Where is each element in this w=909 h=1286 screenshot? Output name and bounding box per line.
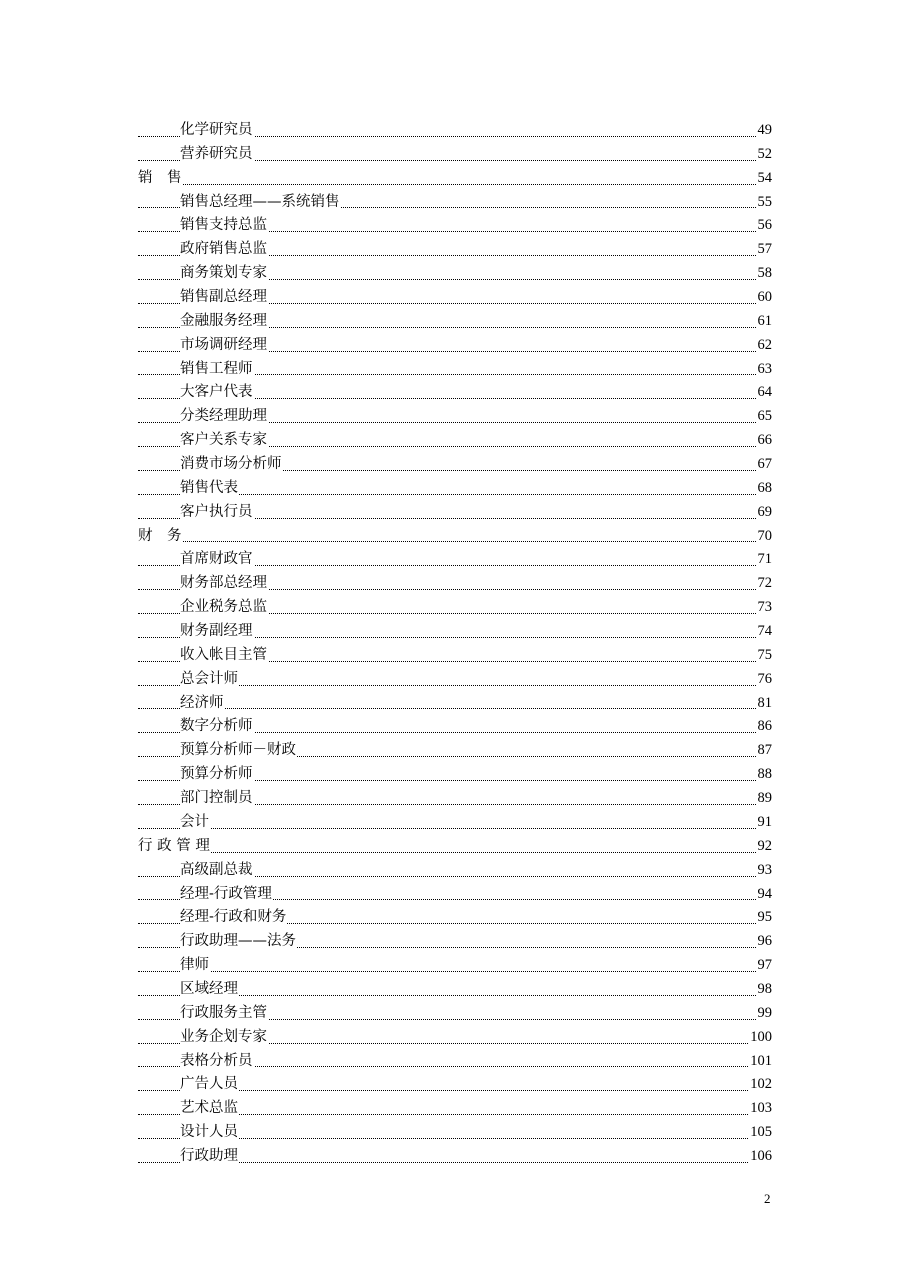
toc-entry xyxy=(0,692,909,716)
toc-entry-page: 55 xyxy=(757,191,773,215)
table-of-contents xyxy=(0,119,909,1169)
toc-entry-page: 70 xyxy=(757,525,773,549)
toc-section-heading xyxy=(0,835,909,859)
toc-entry-page: 86 xyxy=(757,715,773,739)
toc-entry-page: 73 xyxy=(757,596,773,620)
toc-entry xyxy=(0,334,909,358)
toc-entry-label: 政府销售总监 xyxy=(180,238,268,262)
toc-entry-page: 65 xyxy=(757,405,773,429)
toc-entry-label: 行 政 管 理 xyxy=(138,835,211,859)
toc-dot-leader xyxy=(138,835,772,859)
toc-entry-page: 75 xyxy=(757,644,773,668)
toc-entry-page: 57 xyxy=(757,238,773,262)
toc-entry-label: 销售支持总监 xyxy=(180,214,268,238)
toc-entry-label: 业务企划专家 xyxy=(180,1026,268,1050)
toc-entry-page: 88 xyxy=(757,763,773,787)
toc-entry-page: 74 xyxy=(757,620,773,644)
toc-entry-page: 100 xyxy=(749,1026,772,1050)
toc-entry-page: 95 xyxy=(757,906,773,930)
toc-entry-page: 71 xyxy=(757,548,773,572)
toc-entry xyxy=(0,358,909,382)
toc-entry xyxy=(0,405,909,429)
toc-entry xyxy=(0,859,909,883)
toc-entry-page: 81 xyxy=(757,692,773,716)
toc-entry xyxy=(0,310,909,334)
toc-entry xyxy=(0,620,909,644)
toc-entry xyxy=(0,477,909,501)
toc-entry xyxy=(0,596,909,620)
toc-entry-label: 化学研究员 xyxy=(180,119,254,143)
toc-entry xyxy=(0,429,909,453)
toc-entry-page: 96 xyxy=(757,930,773,954)
toc-entry xyxy=(0,715,909,739)
toc-entry xyxy=(0,1050,909,1074)
toc-dot-leader xyxy=(138,692,772,716)
toc-entry xyxy=(0,286,909,310)
toc-entry-label: 预算分析师 xyxy=(180,763,254,787)
toc-entry-label: 消费市场分析师 xyxy=(180,453,283,477)
toc-entry-page: 99 xyxy=(757,1002,773,1026)
toc-entry-label: 行政助理——法务 xyxy=(180,930,297,954)
toc-entry-label: 会计 xyxy=(180,811,210,835)
toc-dot-leader xyxy=(138,954,772,978)
toc-entry-page: 60 xyxy=(757,286,773,310)
toc-entry-page: 63 xyxy=(757,358,773,382)
toc-entry-page: 61 xyxy=(757,310,773,334)
toc-entry-page: 49 xyxy=(757,119,773,143)
toc-entry-label: 高级副总裁 xyxy=(180,859,254,883)
toc-entry-page: 69 xyxy=(757,501,773,525)
toc-entry-label: 部门控制员 xyxy=(180,787,254,811)
toc-entry-page: 106 xyxy=(749,1145,772,1169)
toc-entry-page: 52 xyxy=(757,143,773,167)
toc-entry xyxy=(0,883,909,907)
toc-entry-page: 97 xyxy=(757,954,773,978)
toc-section-heading xyxy=(0,525,909,549)
toc-entry-label: 财务副经理 xyxy=(180,620,254,644)
toc-entry-label: 财务部总经理 xyxy=(180,572,268,596)
toc-entry-label: 销售总经理——系统销售 xyxy=(180,191,341,215)
toc-entry-label: 经理-行政和财务 xyxy=(180,906,287,930)
toc-entry-label: 营养研究员 xyxy=(180,143,254,167)
toc-entry-page: 101 xyxy=(749,1050,772,1074)
toc-entry-label: 首席财政官 xyxy=(180,548,254,572)
toc-section-heading xyxy=(0,167,909,191)
toc-dot-leader xyxy=(138,167,772,191)
toc-entry xyxy=(0,978,909,1002)
toc-entry-label: 数字分析师 xyxy=(180,715,254,739)
toc-entry-label: 销售副总经理 xyxy=(180,286,268,310)
toc-entry-label: 销 售 xyxy=(138,167,183,191)
toc-entry-page: 93 xyxy=(757,859,773,883)
toc-entry-label: 总会计师 xyxy=(180,668,239,692)
toc-entry-page: 56 xyxy=(757,214,773,238)
toc-entry xyxy=(0,668,909,692)
toc-entry-page: 91 xyxy=(757,811,773,835)
toc-entry xyxy=(0,930,909,954)
toc-entry xyxy=(0,811,909,835)
toc-entry-page: 89 xyxy=(757,787,773,811)
toc-entry xyxy=(0,954,909,978)
toc-entry xyxy=(0,1145,909,1169)
toc-entry-label: 分类经理助理 xyxy=(180,405,268,429)
toc-dot-leader xyxy=(138,811,772,835)
toc-entry-label: 设计人员 xyxy=(180,1121,239,1145)
toc-entry xyxy=(0,1026,909,1050)
toc-entry xyxy=(0,381,909,405)
toc-entry-label: 市场调研经理 xyxy=(180,334,268,358)
toc-entry-label: 大客户代表 xyxy=(180,381,254,405)
toc-entry-label: 销售代表 xyxy=(180,477,239,501)
toc-entry-label: 区域经理 xyxy=(180,978,239,1002)
toc-entry-page: 102 xyxy=(749,1073,772,1097)
toc-entry-page: 58 xyxy=(757,262,773,286)
toc-entry-label: 收入帐目主管 xyxy=(180,644,268,668)
toc-entry-label: 经理-行政管理 xyxy=(180,883,273,907)
toc-entry xyxy=(0,453,909,477)
toc-entry-label: 金融服务经理 xyxy=(180,310,268,334)
page-number: 2 xyxy=(764,1191,771,1206)
toc-entry-label: 预算分析师－财政 xyxy=(180,739,297,763)
toc-entry-label: 律师 xyxy=(180,954,210,978)
toc-entry xyxy=(0,1002,909,1026)
toc-entry xyxy=(0,548,909,572)
toc-entry-label: 广告人员 xyxy=(180,1073,239,1097)
toc-entry-page: 92 xyxy=(757,835,773,859)
toc-entry-label: 艺术总监 xyxy=(180,1097,239,1121)
toc-entry-page: 68 xyxy=(757,477,773,501)
toc-entry-page: 64 xyxy=(757,381,773,405)
toc-entry xyxy=(0,1121,909,1145)
toc-entry-label: 企业税务总监 xyxy=(180,596,268,620)
toc-entry-page: 66 xyxy=(757,429,773,453)
toc-entry-label: 客户关系专家 xyxy=(180,429,268,453)
toc-entry-label: 客户执行员 xyxy=(180,501,254,525)
toc-entry-label: 行政助理 xyxy=(180,1145,239,1169)
toc-entry-label: 商务策划专家 xyxy=(180,262,268,286)
toc-entry-page: 103 xyxy=(749,1097,772,1121)
toc-entry-page: 62 xyxy=(757,334,773,358)
toc-entry xyxy=(0,763,909,787)
toc-entry xyxy=(0,501,909,525)
toc-entry xyxy=(0,906,909,930)
toc-entry xyxy=(0,191,909,215)
toc-entry-label: 财 务 xyxy=(138,525,183,549)
toc-entry-label: 行政服务主管 xyxy=(180,1002,268,1026)
toc-entry-page: 76 xyxy=(757,668,773,692)
toc-entry-label: 经济师 xyxy=(180,692,225,716)
toc-entry-label: 销售工程师 xyxy=(180,358,254,382)
toc-entry-page: 105 xyxy=(749,1121,772,1145)
toc-entry-label: 表格分析员 xyxy=(180,1050,254,1074)
toc-entry xyxy=(0,238,909,262)
toc-entry xyxy=(0,1073,909,1097)
toc-entry xyxy=(0,143,909,167)
toc-entry xyxy=(0,119,909,143)
toc-entry xyxy=(0,214,909,238)
toc-entry xyxy=(0,787,909,811)
toc-dot-leader xyxy=(138,525,772,549)
toc-entry xyxy=(0,644,909,668)
toc-entry-page: 94 xyxy=(757,883,773,907)
toc-entry xyxy=(0,1097,909,1121)
toc-entry-page: 54 xyxy=(757,167,773,191)
toc-entry-page: 67 xyxy=(757,453,773,477)
toc-entry xyxy=(0,739,909,763)
toc-entry xyxy=(0,572,909,596)
toc-entry-page: 72 xyxy=(757,572,773,596)
toc-entry xyxy=(0,262,909,286)
toc-entry-page: 87 xyxy=(757,739,773,763)
toc-entry-page: 98 xyxy=(757,978,773,1002)
